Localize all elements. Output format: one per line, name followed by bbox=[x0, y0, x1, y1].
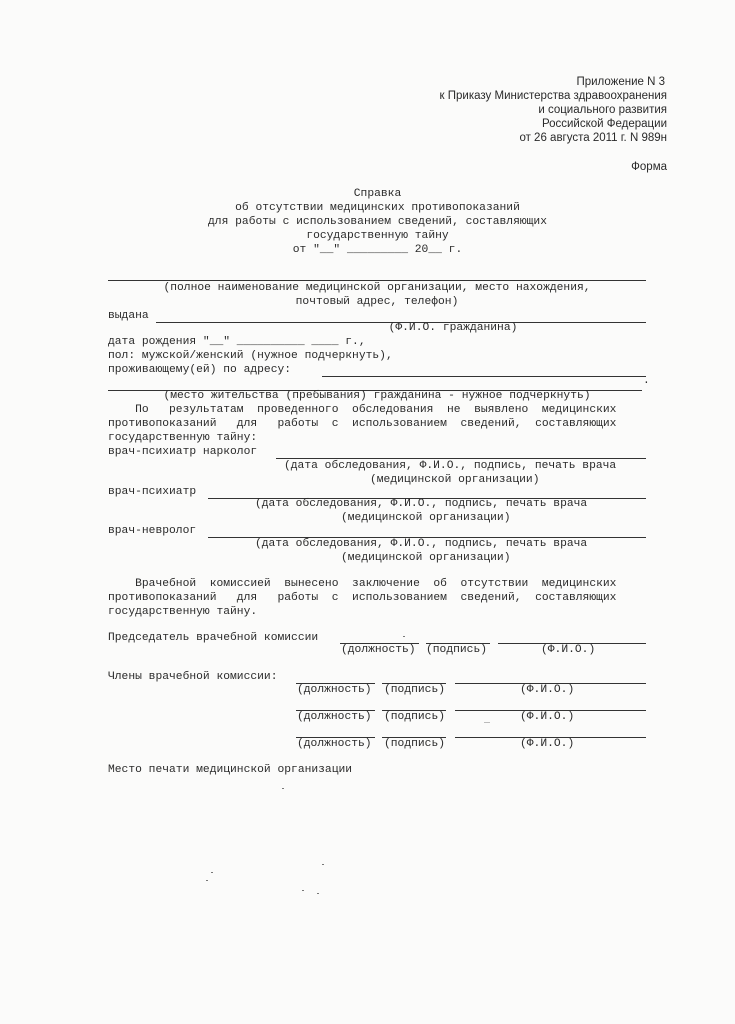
scan-speck bbox=[322, 864, 324, 865]
org-caption-1: (полное наименование медицинской организации, место нахождения, bbox=[163, 282, 591, 294]
body-line-2: противопоказаний для работы с использованием сведений, составляющих bbox=[108, 418, 617, 430]
chairman-label: Председатель врачебной комиссии bbox=[108, 632, 319, 644]
order-reference: к Приказу Министерства здравоохранения bbox=[439, 90, 667, 102]
scan-speck bbox=[484, 722, 490, 723]
neurologist-caption-1: (дата обследования, Ф.И.О., подпись, печать врача bbox=[255, 538, 588, 550]
conclusion-line-3: государственную тайну. bbox=[108, 606, 258, 618]
member-1-fio-caption: (Ф.И.О.) bbox=[520, 684, 575, 696]
document-title: Справка bbox=[353, 188, 402, 200]
chairman-signature-caption: (подпись) bbox=[426, 644, 488, 656]
narcologist-line bbox=[276, 458, 646, 459]
member-3-position-caption: (должность) bbox=[297, 738, 372, 750]
member-1-signature-caption: (подпись) bbox=[384, 684, 446, 696]
title-line-4: государственную тайну bbox=[306, 230, 449, 242]
title-line-2: об отсутствии медицинских противопоказаний bbox=[235, 202, 520, 214]
org-caption-2: почтовый адрес, телефон) bbox=[295, 296, 459, 308]
member-2-fio-caption: (Ф.И.О.) bbox=[520, 711, 575, 723]
fio-caption: (Ф.И.О. гражданина) bbox=[388, 322, 518, 334]
chairman-fio-caption: (Ф.И.О.) bbox=[541, 644, 596, 656]
stamp-place-label: Место печати медицинской организации bbox=[108, 764, 353, 776]
title-line-3: для работы с использованием сведений, составляющих bbox=[208, 216, 547, 228]
address-end-dot: . bbox=[643, 375, 650, 387]
member-3-fio-caption: (Ф.И.О.) bbox=[520, 738, 575, 750]
address-label: проживающему(ей) по адресу: bbox=[108, 364, 292, 376]
body-line-3: государственную тайну: bbox=[108, 432, 258, 444]
scan-speck bbox=[211, 872, 213, 873]
scan-speck bbox=[302, 890, 304, 891]
scan-speck bbox=[317, 893, 319, 894]
scan-speck bbox=[206, 880, 208, 881]
sex-line: пол: мужской/женский (нужное подчеркнуть), bbox=[108, 350, 393, 362]
member-1-position-caption: (должность) bbox=[297, 684, 372, 696]
scan-speck bbox=[282, 788, 284, 789]
title-date-line: от "__" _________ 20__ г. bbox=[292, 244, 463, 256]
org-name-line bbox=[108, 280, 646, 281]
address-caption: (место жительства (пребывания) гражданина - нужное подчеркнуть) bbox=[163, 390, 591, 402]
neurologist-label: врач-невролог bbox=[108, 525, 197, 537]
member-2-signature-caption: (подпись) bbox=[384, 711, 446, 723]
narcologist-caption-1: (дата обследования, Ф.И.О., подпись, печать врача bbox=[284, 460, 617, 472]
narcologist-label: врач-психиатр нарколог bbox=[108, 446, 258, 458]
scan-speck bbox=[403, 636, 405, 637]
members-label: Члены врачебной комиссии: bbox=[108, 671, 278, 683]
psychiatrist-caption-2: (медицинской организации) bbox=[341, 512, 511, 524]
psychiatrist-label: врач-психиатр bbox=[108, 486, 197, 498]
psychiatrist-caption-1: (дата обследования, Ф.И.О., подпись, печать врача bbox=[255, 498, 588, 510]
conclusion-line-1: Врачебной комиссией вынесено заключение об отсутствии медицинских bbox=[108, 578, 617, 590]
federation-name: Российской Федерации bbox=[541, 118, 667, 130]
narcologist-caption-2: (медицинской организации) bbox=[370, 474, 540, 486]
issued-label: выдана bbox=[108, 310, 149, 322]
birth-date-line: дата рождения "__" __________ ____ г., bbox=[108, 336, 366, 348]
member-3-signature-caption: (подпись) bbox=[384, 738, 446, 750]
order-date-number: от 26 августа 2011 г. N 989н bbox=[519, 132, 667, 144]
chairman-position-caption: (должность) bbox=[341, 644, 416, 656]
neurologist-caption-2: (медицинской организации) bbox=[341, 552, 511, 564]
form-label: Форма bbox=[631, 161, 667, 173]
conclusion-line-2: противопоказаний для работы с использованием сведений, составляющих bbox=[108, 592, 617, 604]
member-2-position-caption: (должность) bbox=[297, 711, 372, 723]
appendix-number: Приложение N 3 bbox=[576, 76, 665, 88]
ministry-name-cont: и социального развития bbox=[538, 104, 667, 116]
address-line-1 bbox=[322, 376, 646, 377]
body-line-1: По результатам проведенного обследования не выявлено медицинских bbox=[108, 404, 617, 416]
